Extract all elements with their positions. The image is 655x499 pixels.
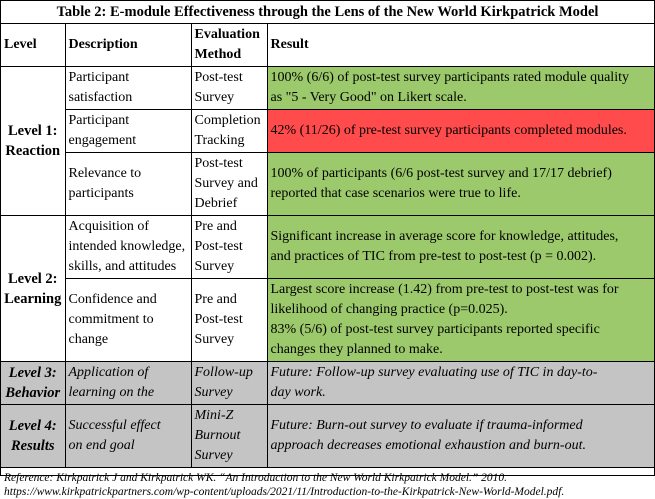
description-cell: Confidence and commitment to change	[65, 279, 191, 362]
header-level: Level	[1, 24, 65, 67]
header-result: Result	[267, 24, 654, 67]
header-description: Description	[65, 24, 191, 67]
table-row	[1, 405, 654, 468]
header-row	[1, 24, 654, 67]
method-cell: Completion Tracking	[191, 110, 267, 153]
result-cell-positive: 100% of participants (6/6 post-test survey and 17/17 debrief) reported that case scenarios were true to life.	[267, 153, 654, 216]
result-cell-negative: 42% (11/26) of pre-test survey participants completed modules.	[267, 110, 654, 153]
level-4-label: Level 4: Results	[1, 405, 65, 468]
result-cell-positive: Significant increase in average score for knowledge, attitudes, and practices of TIC from pre-test to post-test (p = 0.002).	[267, 216, 654, 279]
result-cell-future: Future: Burn-out survey to evaluate if trauma-informed approach decreases emotional exhaustion and burn-out.	[267, 405, 654, 468]
table-row	[1, 153, 654, 216]
description-cell: Participant satisfaction	[65, 67, 191, 110]
result-cell-future: Future: Follow-up survey evaluating use of TIC in day-to- day work.	[267, 362, 654, 405]
reference-note	[1, 468, 654, 499]
table-row	[1, 279, 654, 362]
result-cell-positive: Largest score increase (1.42) from pre-test to post-test was for likelihood of changing practice (p=0.025). 83% (5/6) of post-test survey participants reported specific changes they planned to make.	[267, 279, 654, 362]
reference-url: https://www.kirkpatrickpartners.com/wp-content/uploads/2021/11/Introduction-to-the-Kirkpatrick-New-World-Model.pdf.	[4, 486, 565, 498]
description-cell: Application of learning on the	[65, 362, 191, 405]
table-row	[1, 110, 654, 153]
method-cell: Pre and Post-test Survey	[191, 216, 267, 279]
level-3-label: Level 3: Behavior	[1, 362, 65, 405]
header-method: Evaluation Method	[191, 24, 267, 67]
reference-citation: Reference: Kirkpatrick J and Kirkpatrick WK. “An Introduction to the New World Kirkpatrick Model.” 2010.	[4, 472, 508, 484]
description-cell: Acquisition of intended knowledge, skills, and attitudes	[65, 216, 191, 279]
table-row	[1, 216, 654, 279]
description-cell: Participant engagement	[65, 110, 191, 153]
description-cell: Relevance to participants	[65, 153, 191, 216]
table-row	[1, 67, 654, 110]
method-cell: Pre and Post-test Survey	[191, 279, 267, 362]
table-caption: Table 2: E-module Effectiveness through the Lens of the New World Kirkpatrick Model	[1, 1, 654, 24]
method-cell: Mini-Z Burnout Survey	[191, 405, 267, 468]
method-cell: Post-test Survey	[191, 67, 267, 110]
description-cell: Successful effect on end goal	[65, 405, 191, 468]
kirkpatrick-table	[1, 24, 654, 468]
table-row	[1, 362, 654, 405]
level-2-label: Level 2: Learning	[1, 216, 65, 362]
level-1-label: Level 1: Reaction	[1, 67, 65, 216]
method-cell: Follow-up Survey	[191, 362, 267, 405]
result-cell-positive: 100% (6/6) of post-test survey participants rated module quality as "5 - Very Good" on Likert scale.	[267, 67, 654, 110]
method-cell: Post-test Survey and Debrief	[191, 153, 267, 216]
